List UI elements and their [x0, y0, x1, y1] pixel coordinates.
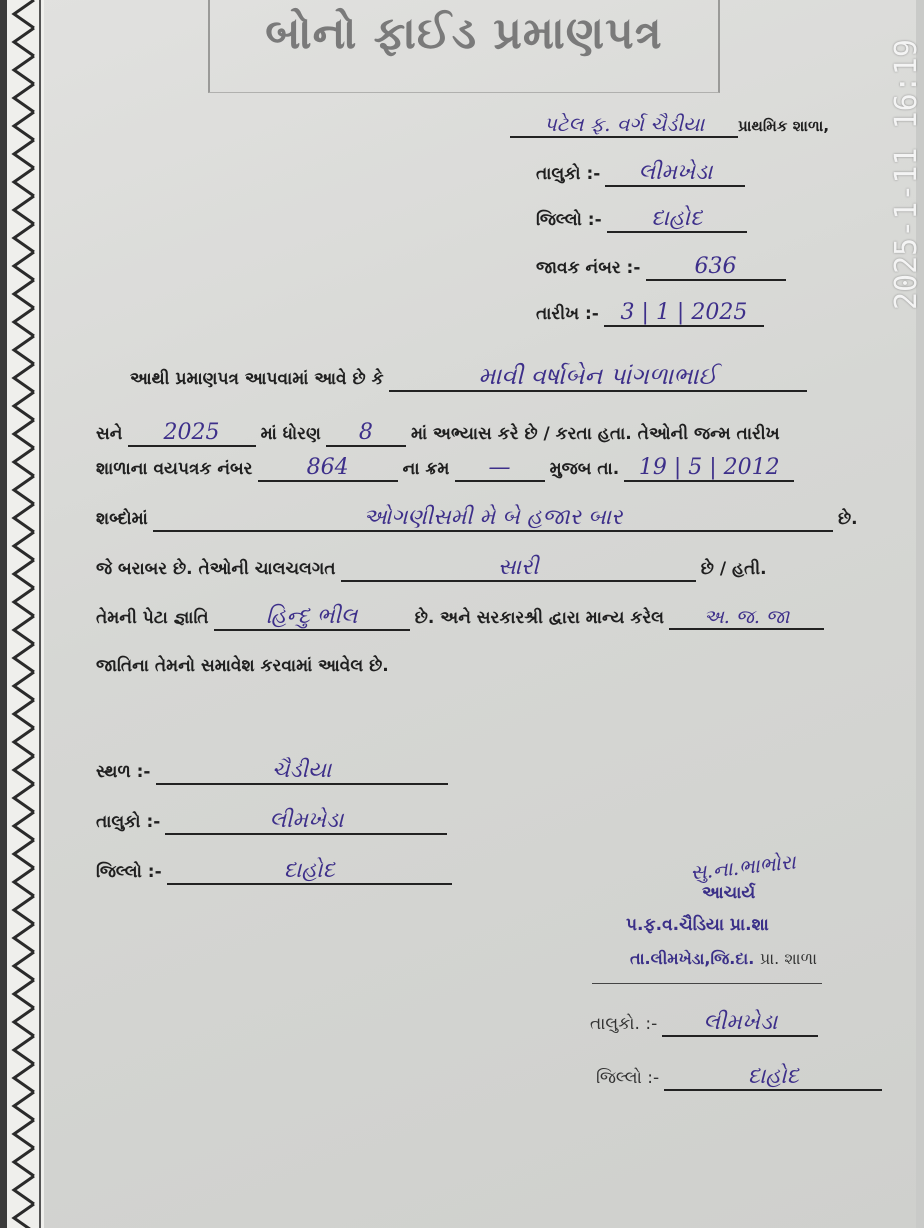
place: ચૈડીયા [156, 758, 448, 785]
principal-signature: સુ.ના.ભાભોરા [689, 849, 797, 885]
body-text-2a: સને [96, 424, 123, 444]
body-text-3b: ના ક્રમ [402, 459, 450, 479]
body-line-2 [96, 420, 780, 447]
body-line-1 [130, 362, 807, 392]
school-name: પટેલ ફ. વર્ગ ચૈડીયા [510, 112, 738, 138]
school-taluka: લીમખેડા [605, 160, 745, 187]
issue-date-line [536, 300, 764, 327]
gr-number: 864 [258, 455, 398, 482]
place-district-label: જિલ્લો :- [96, 862, 162, 882]
timestamp: 2025-1-11 16:19 [889, 39, 924, 310]
school-district: દાહોદ [607, 206, 747, 233]
conduct: સારી [341, 555, 696, 582]
body-text-6b: છે. અને સરકારશ્રી દ્વારા માન્ય કરેલ [414, 608, 664, 628]
title-box [208, 0, 720, 93]
principal-stamp [600, 883, 850, 983]
stamp-line-2-suffix: પ્રા. શાળા [759, 949, 817, 968]
outward-label: જાવક નંબર :- [536, 258, 641, 278]
body-text-4a: શબ્દોમાં [96, 509, 148, 529]
place-label: સ્થળ :- [96, 762, 151, 782]
place-taluka-line [96, 808, 447, 835]
dob-in-words: ઓગણીસમી મે બે હજાર બાર [153, 505, 833, 532]
body-line-6 [96, 604, 824, 631]
stamp-role: આચાર્ય [702, 883, 756, 903]
place-district: દાહોદ [167, 858, 452, 885]
issue-date-label: તારીખ :- [536, 304, 599, 324]
certificate-title: બોનો ફાઈડ પ્રમાણપત્ર [265, 8, 663, 59]
sign-district: દાહોદ [664, 1064, 882, 1091]
body-text-2c: માં અભ્યાસ કરે છે / કરતા હતા. તેઓની જન્મ તારીખ [410, 424, 780, 444]
place-district-line [96, 858, 452, 885]
body-line-4 [96, 505, 858, 532]
school-district-label: જિલ્લો :- [536, 210, 602, 230]
standard: 8 [326, 420, 406, 447]
year: 2025 [128, 420, 256, 447]
body-text-3c: મુજબ તા. [549, 459, 620, 479]
place-taluka-label: તાલુકો :- [96, 812, 161, 832]
body-text-5a: જે બરાબર છે. તેઓની ચાલચલગત [96, 559, 336, 579]
body-text-7: જાતિના તેમનો સમાવેશ કરવામાં આવેલ છે. [96, 656, 389, 676]
stamp-line-2-text: તા.લીમખેડા,જિ.દા. [630, 949, 755, 968]
timestamp-stamp [855, 0, 924, 320]
signature-line [592, 983, 822, 984]
body-text-1: આથી પ્રમાણપત્ર આપવામાં આવે છે કે [130, 369, 384, 389]
subcaste: હિન્દુ ભીલ [214, 604, 410, 631]
outward-number: 636 [646, 254, 786, 281]
school-name-line [510, 112, 829, 138]
outward-number-line [536, 254, 786, 281]
school-district-line [536, 206, 747, 233]
sign-taluka-label: તાલુકો. :- [590, 1014, 658, 1034]
issue-date: 3 | 1 | 2025 [604, 300, 764, 327]
stamp-line-1: પ.ફ.વ.ચૈડિયા પ્રા.શા [626, 915, 769, 935]
body-text-6a: તેમની પેટા જ્ઞાતિ [96, 608, 209, 628]
kram: — [455, 455, 545, 482]
place-line [96, 758, 448, 785]
place-taluka: લીમખેડા [165, 808, 447, 835]
decorative-border [0, 0, 44, 1228]
body-line-5 [96, 555, 767, 582]
body-text-3a: શાળાના વયપત્રક નંબર [96, 459, 253, 479]
sign-taluka: લીમખેડા [662, 1010, 818, 1037]
school-taluka-line [536, 160, 745, 187]
student-name: માવી વર્ષાબેન પાંગળાભાઈ [389, 362, 807, 392]
body-text-5b: છે / હતી. [700, 559, 767, 579]
category: અ. જ. જા [669, 606, 824, 630]
body-text-4b: છે. [838, 509, 858, 529]
body-line-7 [96, 656, 389, 676]
stamp-line-2 [630, 949, 817, 969]
school-name-suffix: પ્રાથમિક શાળા, [738, 117, 830, 135]
sign-district-label: જિલ્લો :- [596, 1068, 660, 1088]
body-line-3 [96, 455, 794, 482]
sign-district-line [596, 1064, 882, 1091]
school-taluka-label: તાલુકો :- [536, 164, 601, 184]
sign-taluka-line [590, 1010, 818, 1037]
date-of-birth: 19 | 5 | 2012 [624, 455, 794, 482]
body-text-2b: માં ધોરણ [260, 424, 321, 444]
